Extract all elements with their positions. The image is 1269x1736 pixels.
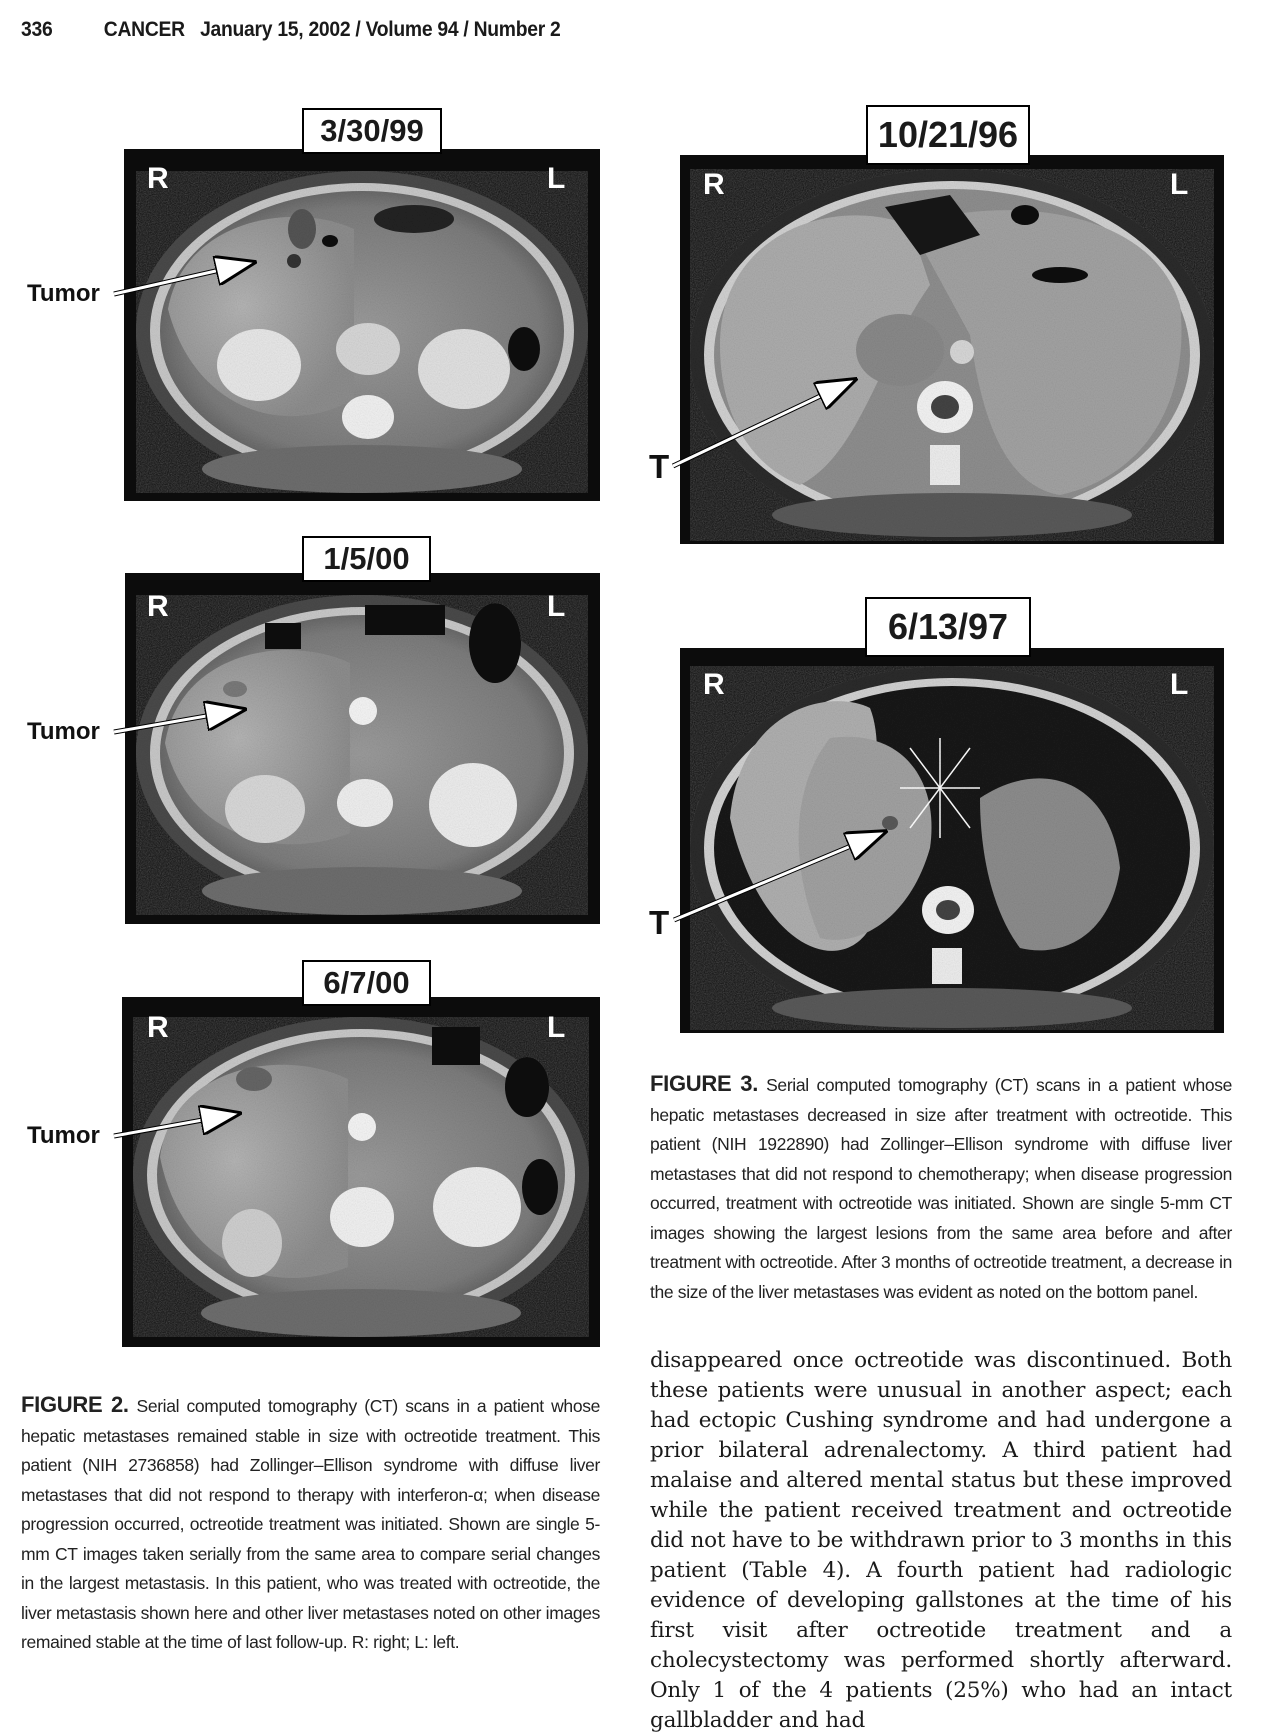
- tumor-annotation-label: Tumor: [27, 1122, 100, 1149]
- right-side-marker: R: [703, 668, 725, 701]
- ct-scan-graphic: [122, 997, 600, 1347]
- ct-scan-graphic: [124, 149, 600, 501]
- right-side-marker: R: [147, 162, 169, 195]
- tumor-annotation-label: Tumor: [27, 280, 100, 307]
- scan-date-label: 1/5/00: [302, 536, 431, 582]
- left-side-marker: L: [1170, 668, 1189, 701]
- right-side-marker: R: [147, 590, 169, 623]
- left-side-marker: L: [547, 590, 566, 623]
- tumor-annotation-label: Tumor: [27, 718, 100, 745]
- figure-2-caption: [21, 1390, 600, 1658]
- scan-date-label: 6/13/97: [865, 597, 1031, 657]
- figure-2-caption-text: Serial computed tomography (CT) scans in a patient whose hepatic metastases remained stable in size with octreotide treatment. This patient (NIH 2736858) had Zollinger–Ellison syndrome with diffuse liver metastases that did not respond to therapy with interferon-α; when disease progression occurred, octreotide treatment was initiated. Shown are single 5-mm CT images taken serially from the same area to compare serial changes in the largest metastasis. In this patient, who was treated with octreotide, the liver metastasis shown here and other liver metastases noted on other images remained stable at the time of last follow-up. R: right; L: left.: [21, 1396, 600, 1652]
- ct-scan-graphic: [680, 155, 1224, 544]
- figure-3-caption-text: Serial computed tomography (CT) scans in a patient whose hepatic metastases decreased in size after treatment with octreotide. This patient (NIH 1922890) had Zollinger–Ellison syndrome with diffuse liver metastases that did not respond to chemotherapy; when disease progression occurred, treatment with octreotide was initiated. Shown are single 5-mm CT images showing the largest lesions from the same area before and after treatment with octreotide. After 3 months of octreotide treatment, a decrease in the size of the liver metastases was evident as noted on the bottom panel.: [650, 1075, 1232, 1302]
- figure-3-label: FIGURE 3.: [650, 1071, 759, 1096]
- scan-date-label: 10/21/96: [866, 105, 1030, 165]
- scan-date-label: 3/30/99: [302, 108, 442, 154]
- ct-scan-image: [125, 573, 600, 924]
- left-side-marker: L: [1170, 168, 1189, 201]
- left-side-marker: L: [547, 162, 566, 195]
- running-header: [21, 18, 561, 42]
- body-paragraph: disappeared once octreotide was discontinued. Both these patients were unusual in another aspect; each had ectopic Cushing syndrome and had undergone a prior bilateral adrenalectomy. A third patient had malaise and altered mental status but these improved while the patient received treatment and octreotide did not have to be withdrawn prior to 3 months in this patient (Table 4). A fourth patient had radiologic evidence of developing gallstones at the time of his first visit after octreotide treatment and a cholecystectomy was performed shortly afterward. Only 1 of the 4 patients (25%) who had an intact gallbladder and had: [650, 1348, 1232, 1733]
- right-side-marker: R: [703, 168, 725, 201]
- figure-3-caption: [650, 1069, 1232, 1307]
- page-number: 336: [21, 18, 53, 41]
- ct-scan-image: [124, 149, 600, 501]
- tumor-annotation-label: T: [649, 904, 670, 941]
- ct-scan-image: [680, 155, 1224, 544]
- ct-scan-graphic: [125, 573, 600, 924]
- tumor-annotation-label: T: [649, 448, 670, 485]
- journal-running-head: CANCER January 15, 2002 / Volume 94 / Number 2: [103, 18, 561, 41]
- right-side-marker: R: [147, 1011, 169, 1044]
- scan-date-label: 6/7/00: [302, 960, 431, 1006]
- left-side-marker: L: [547, 1011, 566, 1044]
- figure-2-label: FIGURE 2.: [21, 1392, 129, 1417]
- ct-scan-image: [122, 997, 600, 1347]
- ct-scan-graphic: [680, 648, 1224, 1033]
- ct-scan-image: [680, 648, 1224, 1033]
